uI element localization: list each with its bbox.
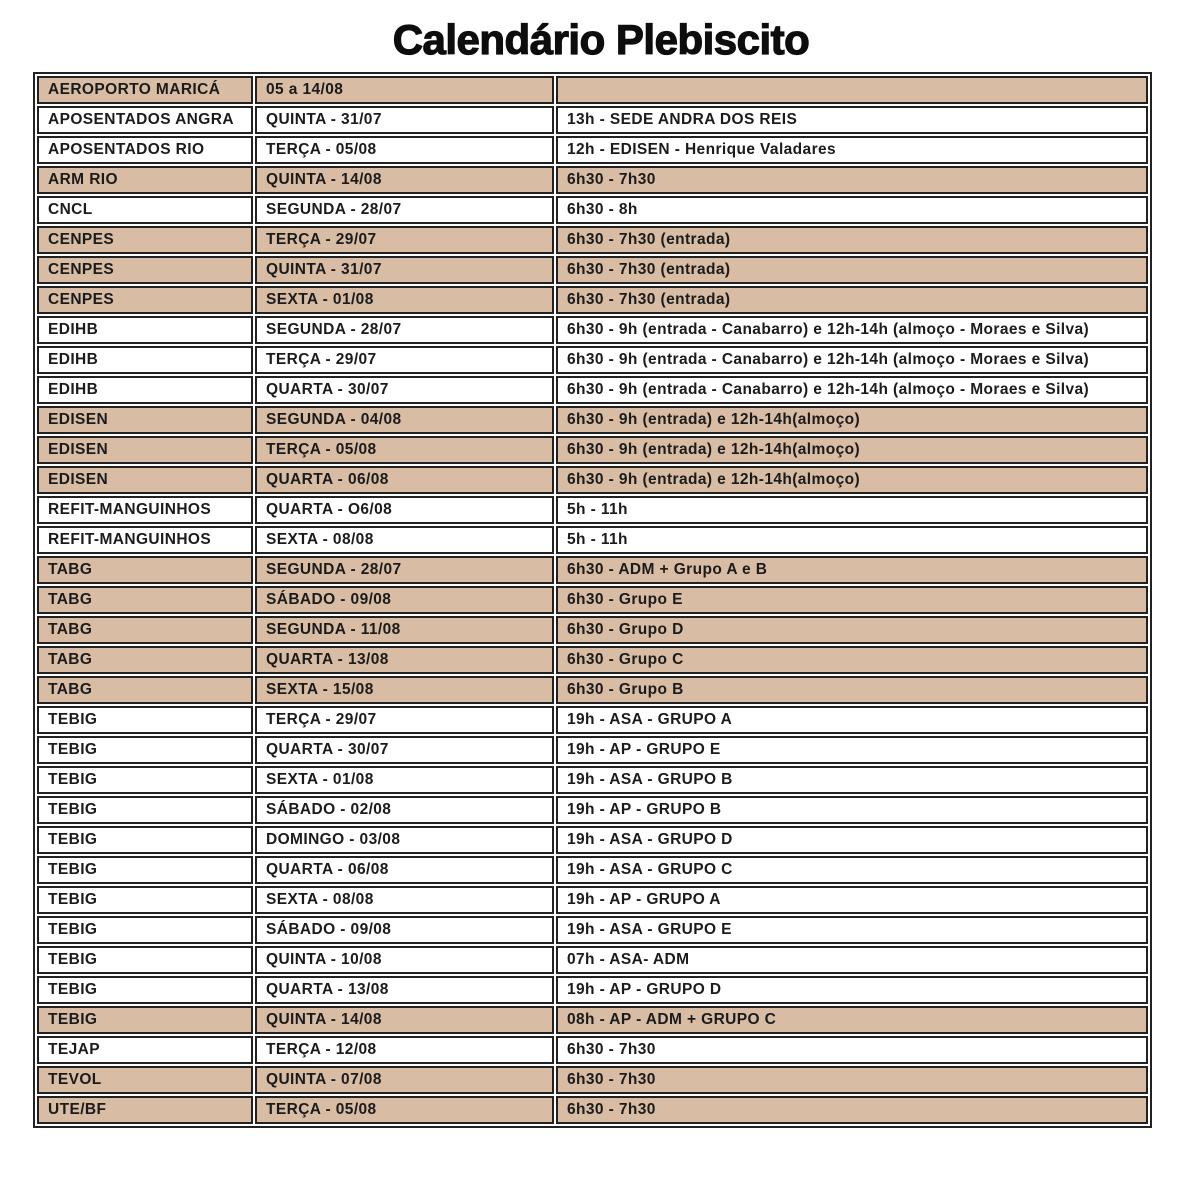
cell-horario: 6h30 - 7h30: [556, 1096, 1148, 1124]
cell-horario: 6h30 - 9h (entrada - Canabarro) e 12h-14h (almoço - Moraes e Silva): [556, 346, 1148, 374]
cell-horario: 6h30 - 7h30: [556, 166, 1148, 194]
cell-local: TEBIG: [37, 976, 253, 1004]
cell-date: TERÇA - 29/07: [255, 226, 554, 254]
cell-local: EDISEN: [37, 466, 253, 494]
cell-date: SEGUNDA - 28/07: [255, 556, 554, 584]
table-row: [37, 826, 1148, 854]
cell-local: TABG: [37, 616, 253, 644]
cell-local: TEJAP: [37, 1036, 253, 1064]
cell-horario: 6h30 - Grupo D: [556, 616, 1148, 644]
cell-date: QUARTA - 13/08: [255, 976, 554, 1004]
cell-horario: 5h - 11h: [556, 526, 1148, 554]
cell-horario: 5h - 11h: [556, 496, 1148, 524]
cell-date: SEXTA - 15/08: [255, 676, 554, 704]
table-row: [37, 376, 1148, 404]
cell-local: APOSENTADOS RIO: [37, 136, 253, 164]
table-row: [37, 676, 1148, 704]
cell-date: SEXTA - 08/08: [255, 886, 554, 914]
cell-local: TEBIG: [37, 736, 253, 764]
table-row: [37, 736, 1148, 764]
calendar-table-body: [37, 76, 1148, 1124]
table-row: [37, 436, 1148, 464]
cell-local: REFIT-MANGUINHOS: [37, 526, 253, 554]
cell-local: EDIHB: [37, 376, 253, 404]
table-row: [37, 766, 1148, 794]
cell-horario: 13h - SEDE ANDRA DOS REIS: [556, 106, 1148, 134]
cell-local: UTE/BF: [37, 1096, 253, 1124]
table-row: [37, 1006, 1148, 1034]
cell-date: QUARTA - O6/08: [255, 496, 554, 524]
cell-local: TABG: [37, 676, 253, 704]
cell-horario: 6h30 - 9h (entrada - Canabarro) e 12h-14h (almoço - Moraes e Silva): [556, 376, 1148, 404]
cell-local: TEBIG: [37, 796, 253, 824]
cell-date: SÁBADO - 02/08: [255, 796, 554, 824]
cell-date: QUINTA - 31/07: [255, 256, 554, 284]
cell-local: TABG: [37, 646, 253, 674]
cell-local: TEBIG: [37, 826, 253, 854]
cell-date: TERÇA - 05/08: [255, 436, 554, 464]
cell-horario: [556, 76, 1148, 104]
cell-local: TABG: [37, 586, 253, 614]
cell-date: QUINTA - 14/08: [255, 1006, 554, 1034]
cell-horario: 6h30 - Grupo E: [556, 586, 1148, 614]
cell-local: CENPES: [37, 226, 253, 254]
cell-date: QUARTA - 06/08: [255, 856, 554, 884]
cell-local: CNCL: [37, 196, 253, 224]
cell-local: TABG: [37, 556, 253, 584]
table-row: [37, 946, 1148, 974]
table-row: [37, 526, 1148, 554]
cell-local: EDISEN: [37, 436, 253, 464]
cell-local: REFIT-MANGUINHOS: [37, 496, 253, 524]
cell-date: SEGUNDA - 28/07: [255, 316, 554, 344]
table-row: [37, 136, 1148, 164]
table-row: [37, 796, 1148, 824]
cell-local: EDIHB: [37, 316, 253, 344]
cell-date: SEGUNDA - 11/08: [255, 616, 554, 644]
cell-date: DOMINGO - 03/08: [255, 826, 554, 854]
table-row: [37, 556, 1148, 584]
cell-local: TEBIG: [37, 946, 253, 974]
cell-local: TEVOL: [37, 1066, 253, 1094]
calendar-table: [33, 72, 1152, 1128]
cell-horario: 07h - ASA- ADM: [556, 946, 1148, 974]
table-row: [37, 316, 1148, 344]
cell-local: TEBIG: [37, 856, 253, 884]
table-row: [37, 196, 1148, 224]
cell-local: TEBIG: [37, 916, 253, 944]
cell-horario: 19h - AP - GRUPO A: [556, 886, 1148, 914]
cell-date: QUINTA - 31/07: [255, 106, 554, 134]
cell-horario: 19h - AP - GRUPO B: [556, 796, 1148, 824]
table-row: [37, 466, 1148, 494]
cell-local: CENPES: [37, 286, 253, 314]
cell-local: AEROPORTO MARICÁ: [37, 76, 253, 104]
cell-horario: 12h - EDISEN - Henrique Valadares: [556, 136, 1148, 164]
cell-horario: 6h30 - 9h (entrada) e 12h-14h(almoço): [556, 436, 1148, 464]
table-row: [37, 496, 1148, 524]
cell-local: EDIHB: [37, 346, 253, 374]
cell-date: TERÇA - 29/07: [255, 706, 554, 734]
cell-date: QUARTA - 06/08: [255, 466, 554, 494]
table-row: [37, 706, 1148, 734]
cell-horario: 6h30 - 7h30 (entrada): [556, 256, 1148, 284]
cell-local: TEBIG: [37, 706, 253, 734]
table-row: [37, 166, 1148, 194]
cell-horario: 19h - ASA - GRUPO D: [556, 826, 1148, 854]
cell-date: TERÇA - 05/08: [255, 1096, 554, 1124]
table-row: [37, 256, 1148, 284]
cell-horario: 19h - ASA - GRUPO C: [556, 856, 1148, 884]
cell-horario: 6h30 - 9h (entrada - Canabarro) e 12h-14h (almoço - Moraes e Silva): [556, 316, 1148, 344]
table-row: [37, 1096, 1148, 1124]
page-title: Calendário Plebiscito: [392, 16, 810, 63]
cell-local: TEBIG: [37, 766, 253, 794]
cell-date: QUARTA - 30/07: [255, 376, 554, 404]
cell-horario: 6h30 - 9h (entrada) e 12h-14h(almoço): [556, 406, 1148, 434]
cell-horario: 19h - AP - GRUPO E: [556, 736, 1148, 764]
cell-horario: 19h - ASA - GRUPO B: [556, 766, 1148, 794]
table-row: [37, 286, 1148, 314]
cell-date: SEGUNDA - 04/08: [255, 406, 554, 434]
cell-local: EDISEN: [37, 406, 253, 434]
cell-date: SEXTA - 08/08: [255, 526, 554, 554]
cell-date: SEXTA - 01/08: [255, 766, 554, 794]
cell-horario: 6h30 - ADM + Grupo A e B: [556, 556, 1148, 584]
cell-date: TERÇA - 05/08: [255, 136, 554, 164]
table-row: [37, 586, 1148, 614]
cell-horario: 6h30 - 7h30 (entrada): [556, 286, 1148, 314]
cell-horario: 6h30 - Grupo C: [556, 646, 1148, 674]
table-row: [37, 886, 1148, 914]
table-row: [37, 346, 1148, 374]
cell-horario: 6h30 - 8h: [556, 196, 1148, 224]
cell-horario: 19h - AP - GRUPO D: [556, 976, 1148, 1004]
table-row: [37, 406, 1148, 434]
table-row: [37, 106, 1148, 134]
cell-local: TEBIG: [37, 1006, 253, 1034]
cell-local: TEBIG: [37, 886, 253, 914]
cell-date: QUINTA - 14/08: [255, 166, 554, 194]
cell-horario: 08h - AP - ADM + GRUPO C: [556, 1006, 1148, 1034]
cell-date: SEGUNDA - 28/07: [255, 196, 554, 224]
table-row: [37, 976, 1148, 1004]
cell-date: QUARTA - 30/07: [255, 736, 554, 764]
table-row: [37, 226, 1148, 254]
cell-local: APOSENTADOS ANGRA: [37, 106, 253, 134]
cell-horario: 6h30 - 7h30: [556, 1066, 1148, 1094]
cell-date: QUINTA - 07/08: [255, 1066, 554, 1094]
cell-horario: 6h30 - 9h (entrada) e 12h-14h(almoço): [556, 466, 1148, 494]
cell-date: TERÇA - 12/08: [255, 1036, 554, 1064]
table-row: [37, 856, 1148, 884]
table-row: [37, 1066, 1148, 1094]
cell-date: 05 a 14/08: [255, 76, 554, 104]
cell-date: SÁBADO - 09/08: [255, 586, 554, 614]
cell-date: SÁBADO - 09/08: [255, 916, 554, 944]
table-row: [37, 616, 1148, 644]
table-row: [37, 76, 1148, 104]
cell-date: QUARTA - 13/08: [255, 646, 554, 674]
cell-horario: 6h30 - 7h30: [556, 1036, 1148, 1064]
cell-horario: 19h - ASA - GRUPO E: [556, 916, 1148, 944]
cell-date: TERÇA - 29/07: [255, 346, 554, 374]
cell-date: SEXTA - 01/08: [255, 286, 554, 314]
table-row: [37, 916, 1148, 944]
cell-horario: 6h30 - 7h30 (entrada): [556, 226, 1148, 254]
cell-date: QUINTA - 10/08: [255, 946, 554, 974]
cell-local: CENPES: [37, 256, 253, 284]
table-row: [37, 646, 1148, 674]
cell-local: ARM RIO: [37, 166, 253, 194]
table-row: [37, 1036, 1148, 1064]
cell-horario: 19h - ASA - GRUPO A: [556, 706, 1148, 734]
cell-horario: 6h30 - Grupo B: [556, 676, 1148, 704]
